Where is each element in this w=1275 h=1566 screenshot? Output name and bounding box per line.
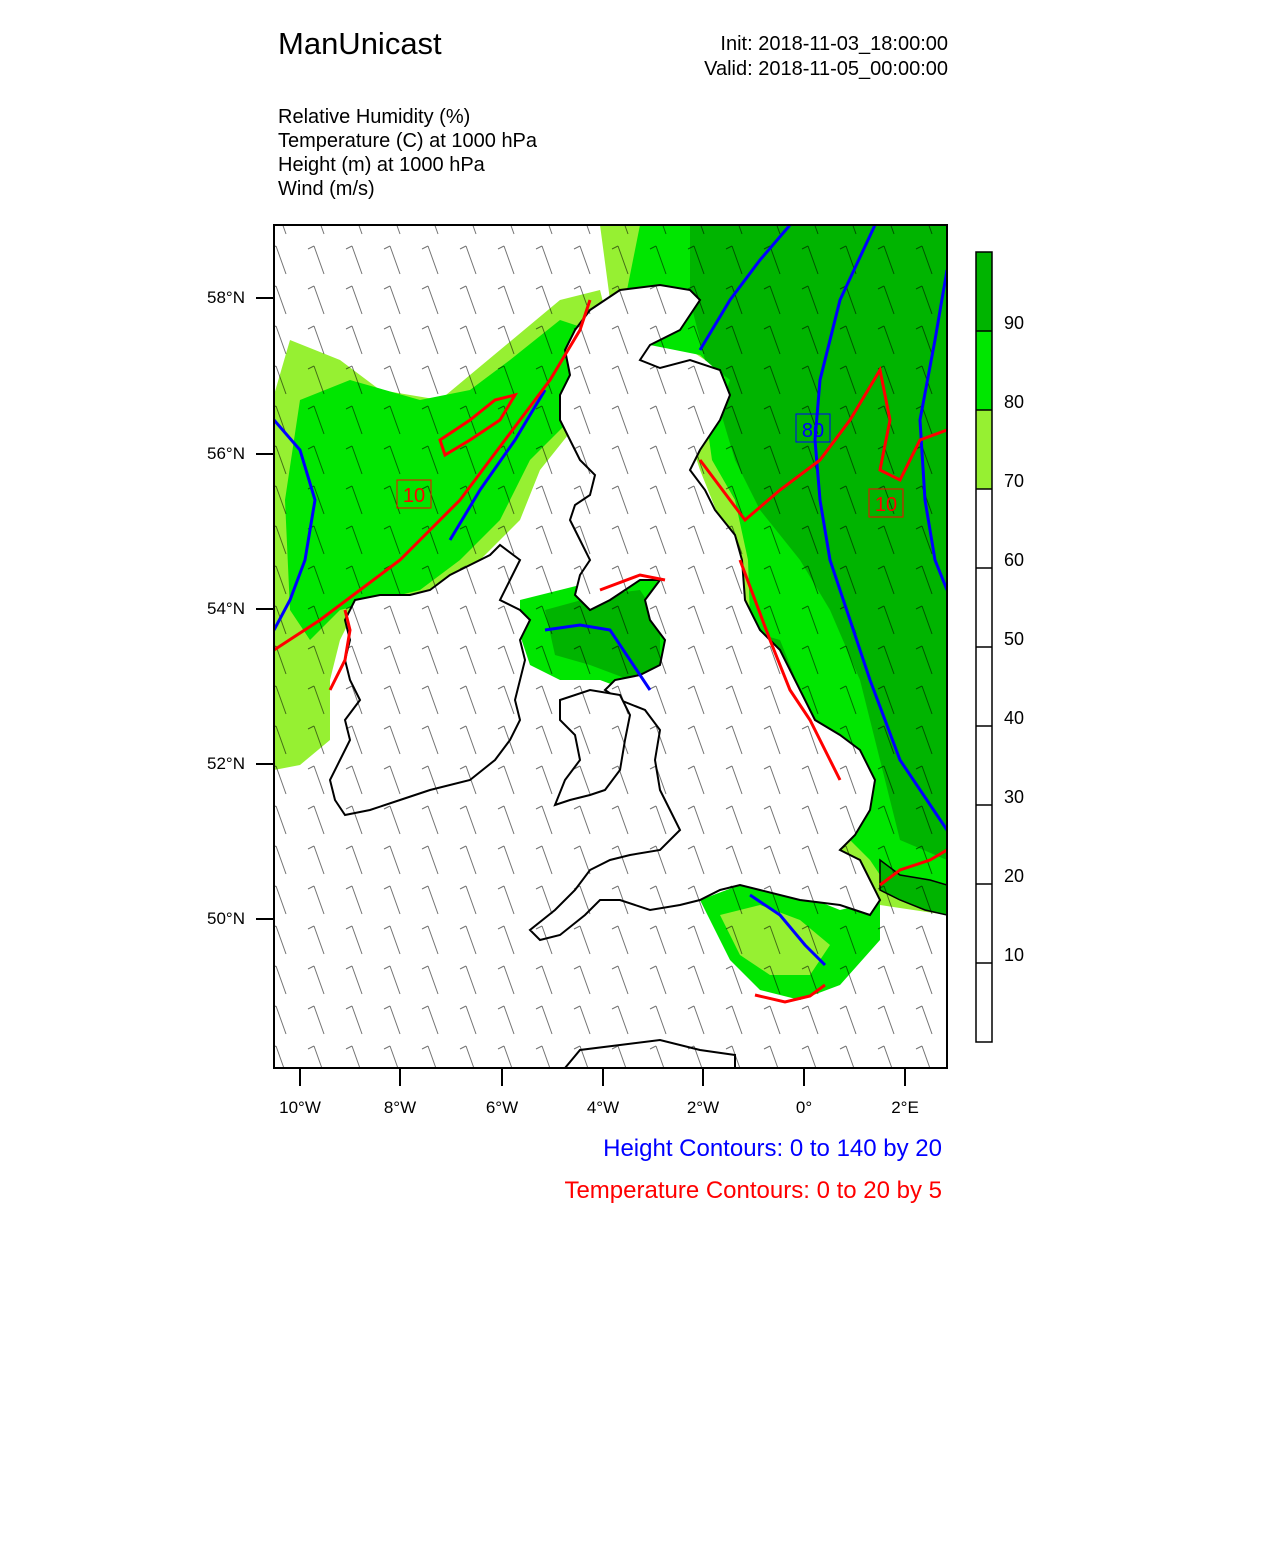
colorbar-swatch-white [976, 489, 992, 1042]
lon-label-8w: 8°W [383, 1098, 417, 1117]
field-label-temperature: Temperature (C) at 1000 hPa [278, 130, 538, 152]
colorbar-label-50: 50 [1004, 629, 1025, 649]
lat-label-56n: 56°N [207, 444, 245, 463]
lon-label-6w: 6°W [485, 1098, 519, 1117]
lon-label-2w: 2°W [686, 1098, 720, 1117]
field-label-height: Height (m) at 1000 hPa [278, 154, 485, 176]
colorbar [976, 252, 992, 1042]
rh-field [274, 225, 947, 1068]
temp-contour-label-west: 10 [402, 485, 426, 507]
wind-barbs [274, 225, 947, 1068]
colorbar-label-70: 70 [1004, 471, 1025, 491]
height-contours-caption: Height Contours: 0 to 140 by 20 [603, 1135, 942, 1162]
colorbar-swatch-90 [976, 252, 992, 331]
colorbar-label-80: 80 [1004, 392, 1025, 412]
lon-label-4w: 4°W [586, 1098, 620, 1117]
lat-label-54n: 54°N [207, 599, 245, 618]
init-time: Init: 2018-11-03_18:00:00 [720, 33, 948, 55]
colorbar-label-10: 10 [1004, 945, 1025, 965]
valid-time: Valid: 2018-11-05_00:00:00 [704, 58, 948, 80]
lon-ticks [300, 1068, 905, 1086]
lon-label-2e: 2°E [891, 1098, 919, 1117]
colorbar-swatch-70 [976, 410, 992, 489]
colorbar-label-30: 30 [1004, 787, 1025, 807]
height-contour-label: 80 [801, 420, 825, 442]
lon-label-0: 0° [795, 1098, 813, 1117]
lat-label-52n: 52°N [207, 754, 245, 773]
colorbar-label-20: 20 [1004, 866, 1025, 886]
lat-label-58n: 58°N [207, 288, 245, 307]
temp-contour-label-east: 10 [874, 494, 898, 516]
colorbar-label-40: 40 [1004, 708, 1025, 728]
colorbar-swatch-80 [976, 331, 992, 410]
field-label-rh: Relative Humidity (%) [278, 106, 471, 128]
field-label-wind: Wind (m/s) [278, 178, 375, 200]
colorbar-label-60: 60 [1004, 550, 1025, 570]
lon-label-10w: 10°W [279, 1098, 321, 1117]
lat-ticks [256, 298, 274, 919]
temperature-contours-caption: Temperature Contours: 0 to 20 by 5 [564, 1177, 942, 1204]
colorbar-label-90: 90 [1004, 313, 1025, 333]
app-title: ManUnicast [278, 26, 442, 61]
lat-label-50n: 50°N [207, 909, 245, 928]
